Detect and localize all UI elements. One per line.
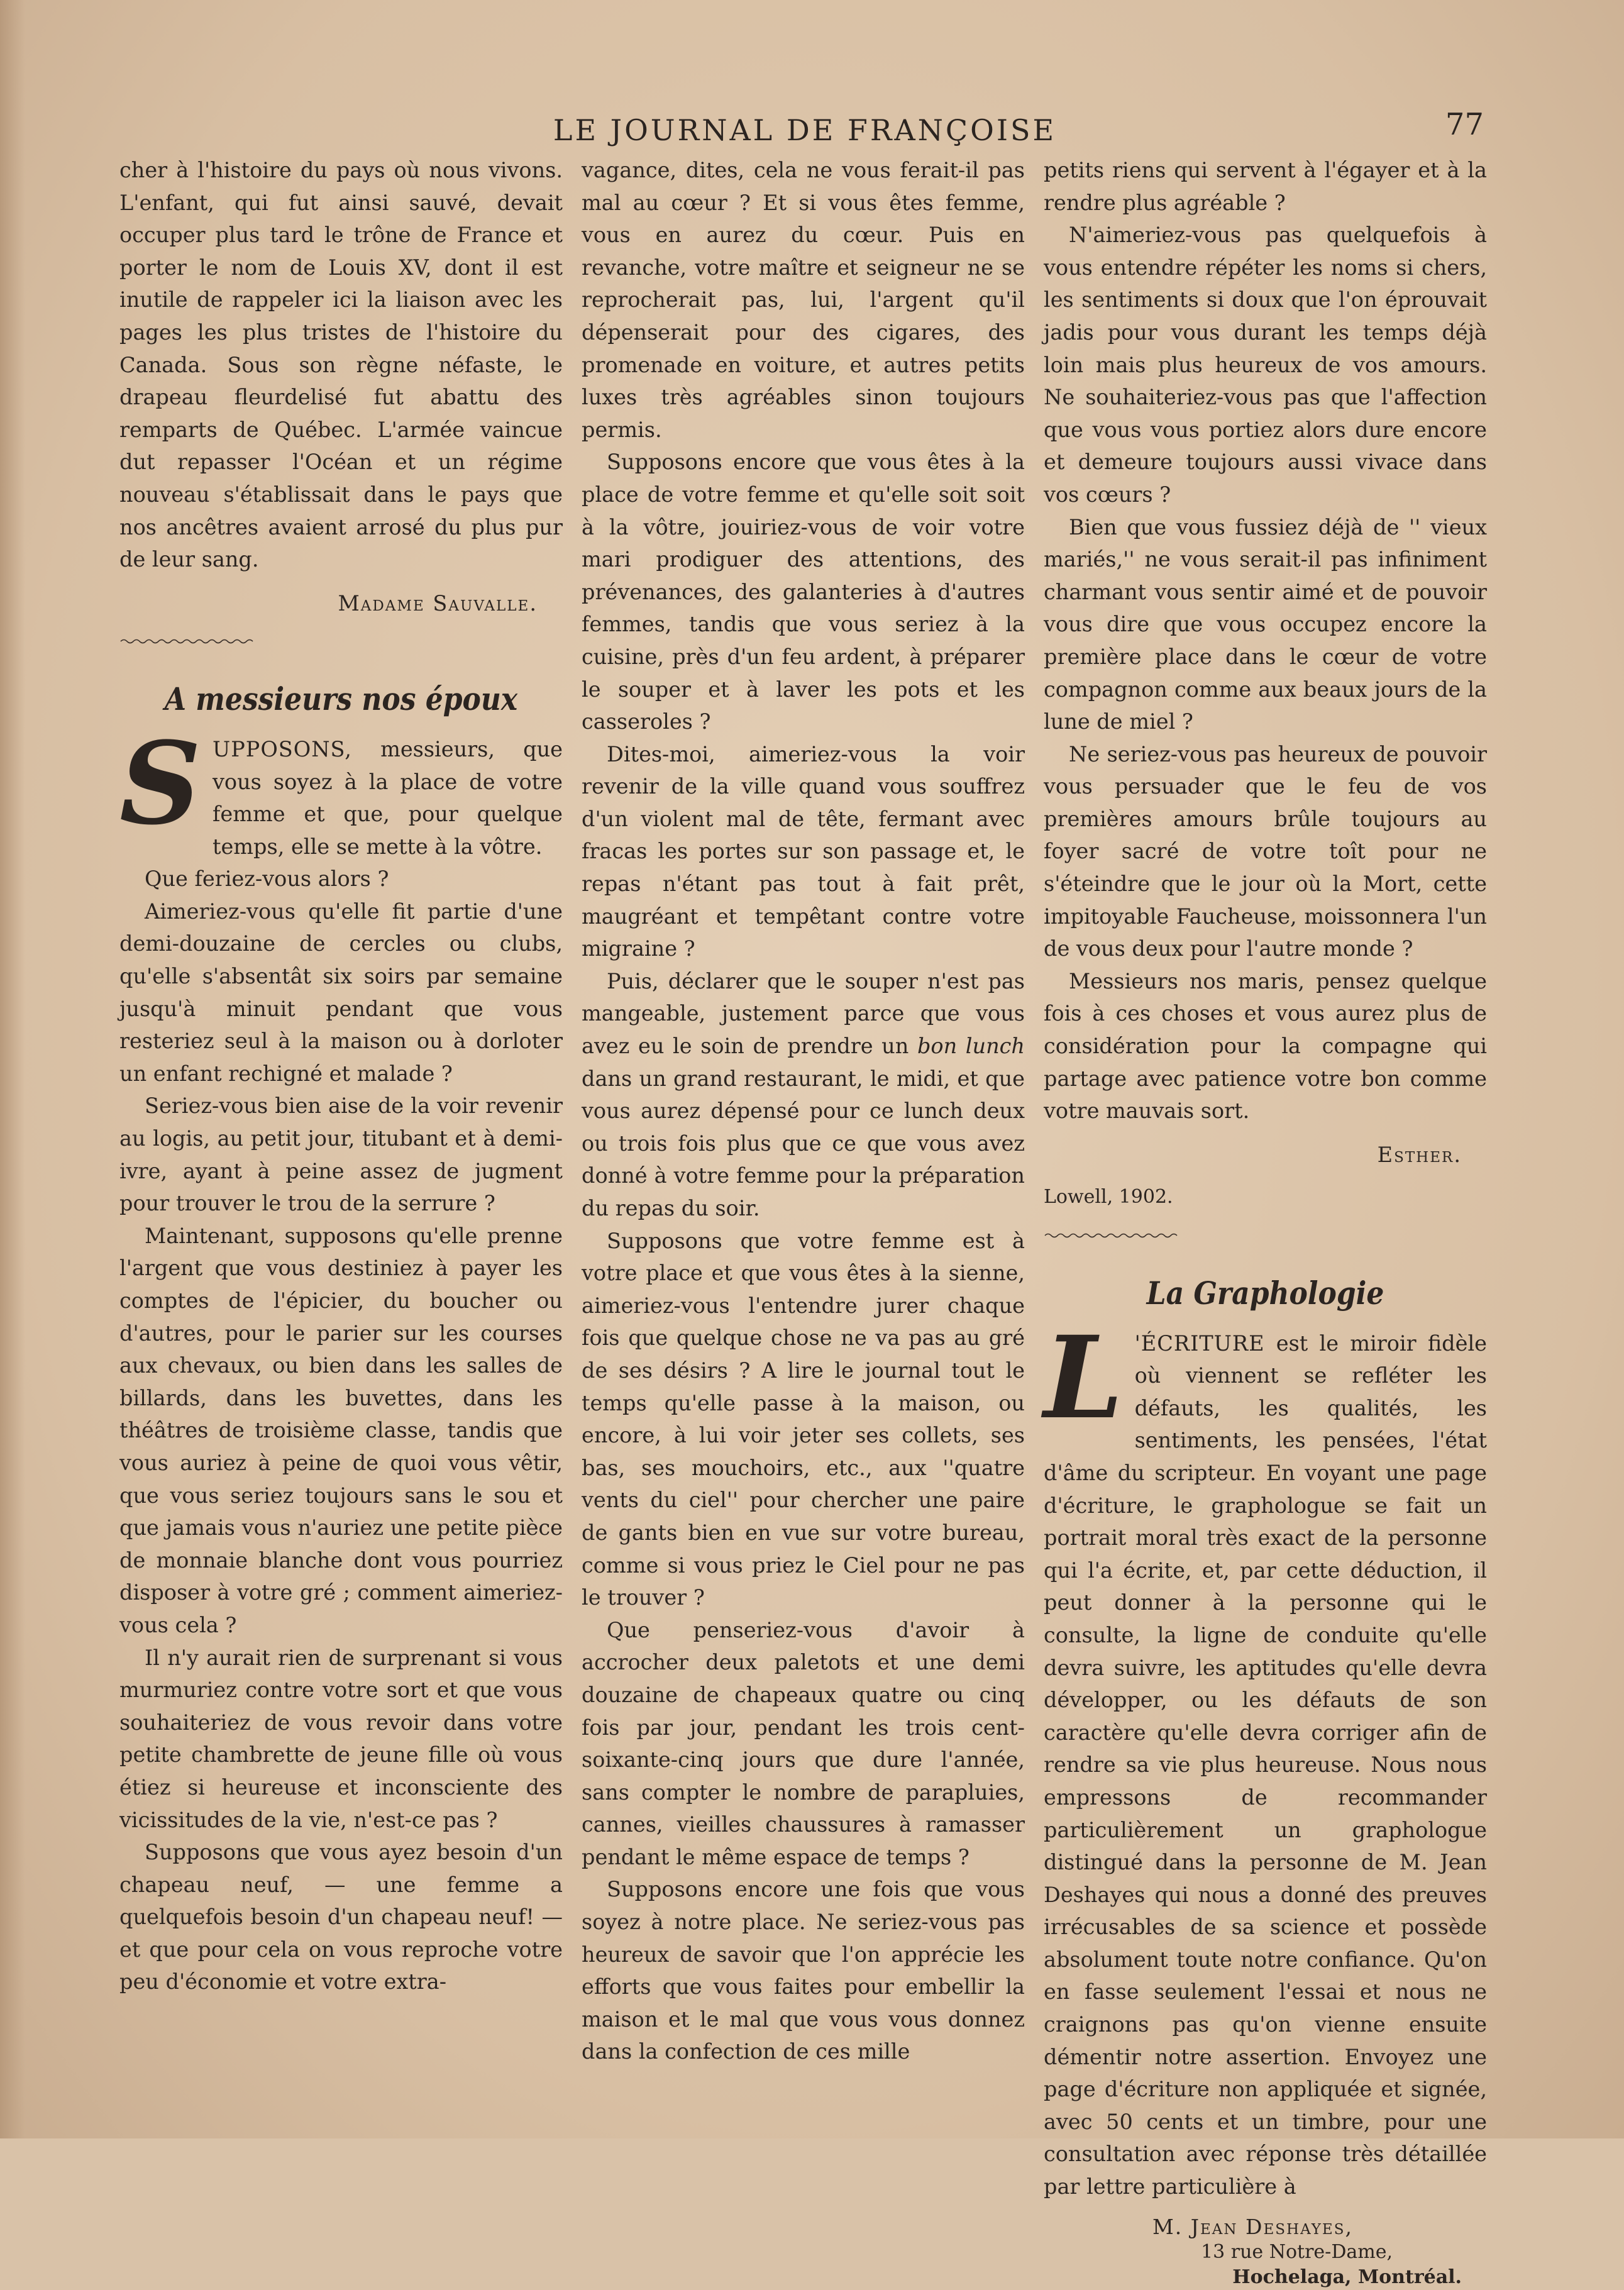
paragraph: Aimeriez-vous qu'elle fit partie d'une demi-douzaine de cercles ou clubs, qu'elle s'absentât six soirs par semaine jusqu'à minuit pendant que vous resteriez seul à la maison ou à dorloter un enfant rechigné et malade ? (119, 899, 563, 1086)
paragraph: Dites-moi, aimeriez-vous la voir revenir de la ville quand vous souffrez d'un violent mal de tête, fermant avec fracas les portes sur son passage et, le repas n'étant pas tout à fait prêt, maugréant et tempêtant contre votre migraine ? (582, 741, 1025, 961)
paragraph-text: dans un grand restaurant, le midi, et que vous aurez dépensé pour ce lunch deux ou trois fois plus que ce que vous avez donné à votre femme pour la préparation du repas du soir. (582, 1066, 1025, 1220)
drop-cap: L (1044, 1311, 1124, 1444)
paragraph: Maintenant, supposons qu'elle prenne l'argent que vous destiniez à payer les comptes de l'épicier, du boucher ou d'autres, pour le parier sur les courses aux chevaux, ou bien dans les salles de billards, dans les buvettes, dans les théâtres de troisième classe, tandis que vous auriez à peine de quoi vous vêtir, que vous seriez toujours sans le sou et que jamais vous n'auriez une petite pièce de monnaie blanche dont vous pourriez disposer à votre gré ; comment aimeriez-vous cela ? (119, 1223, 563, 1637)
first-word: 'ÉCRITURE (1134, 1330, 1265, 1356)
paragraph: petits riens qui servent à l'égayer et à la rendre plus agréable ? (1044, 158, 1487, 215)
paragraph: Messieurs nos maris, pensez quelque fois à ces choses et vous aurez plus de considération pour la compagne qui partage avec patience votre bon comme votre mauvais sort. (1044, 968, 1487, 1124)
paragraph: Supposons que votre femme est à votre place et que vous êtes à la sienne, aimeriez-vous l'entendre jurer chaque fois que quelque chose ne va pas au gré de ses désirs ? A lire le journal tout le temps qu'elle passe à la maison, ou encore, à lui voir jeter ses collets, ses bas, ses mouchoirs, etc., aux ''quatre vents du ciel'' pour chercher une paire de gants bien en vue sur votre bureau, comme si vous priez le Ciel pour ne pas le trouver ? (582, 1228, 1025, 1610)
paragraph: Supposons encore que vous êtes à la place de votre femme et qu'elle soit soit à la vôtre, jouiriez-vous de voir votre mari prodiguer des attentions, des prévenances, des galanteries à d'autres femmes, tandis que vous seriez à la cuisine, près d'un feu ardent, à préparer le souper et à laver les pots et les casseroles ? (582, 450, 1025, 734)
article-headline: A messieurs nos époux (164, 680, 518, 717)
paragraph-text: messieurs, que vous soyez à la place de votre femme et que, pour quelque temps, elle se mette à la vôtre. (213, 736, 563, 859)
running-title: LE JOURNAL DE FRANÇOISE (553, 113, 1057, 147)
column-3 (1044, 154, 1487, 2290)
paragraph-text: est le miroir fidèle où viennent se refléter les défauts, les qualités, les sentiments, les pensées, l'état d'âme du scripteur. En voyant une page d'écriture, le graphologue se fait un portrait moral très exact de la personne qui l'a écrite, et, par cette déduction, il peut donner à la personne qui le consulte, la ligne de conduite qu'elle devra suivre, les aptitudes qu'elle devra développer, ou les défauts de son caractère qu'elle devra corriger afin de rendre sa vie plus heureuse. Nous nous empressons de recommander particulièrement un graphologue distingué dans la personne de M. Jean Deshayes qui nous a donné des preuves irrécusables de sa science et possède absolument toute notre confiance. Qu'on en fasse seulement l'essai et nous ne craignons pas qu'on vienne ensuite démentir notre assertion. Envoyez une page d'écriture non appliquée et signée, avec 50 cents et un timbre, pour une consultation avec réponse très détaillée par lettre particulière à (1044, 1330, 1487, 2199)
paragraph: Seriez-vous bien aise de la voir revenir au logis, au petit jour, titubant et à demi-ivre, ayant à peine assez de jugment pour trouver le trou de la serrure ? (119, 1093, 563, 1216)
paragraph-text: Puis, déclarer que le souper n'est pas mangeable, justement parce que vous avez eu le soin de prendre un (582, 968, 1025, 1059)
column-2 (582, 154, 1025, 2068)
paragraph: cher à l'histoire du pays où nous vivons. L'enfant, qui fut ainsi sauvé, devait occuper plus tard le trône de France et porter le nom de Louis XV, dont il est inutile de rappeler ici la liaison avec les pages les plus tristes de l'histoire du Canada. Sous son règne néfaste, le drapeau fleurdelisé fut abattu des remparts de Québec. L'armée vaincue dut repasser l'Océan et un régime nouveau s'établissait dans le pays que nos ancêtres avaient arrosé du plus pur de leur sang. (119, 158, 563, 572)
address-block (1044, 2215, 1462, 2290)
paragraph: Bien que vous fussiez déjà de '' vieux mariés,'' ne vous serait-il pas infiniment charmant vous sentir aimé et de pouvoir vous dire que vous occupez encore la première place dans le cœur de votre compagnon comme aux beaux jours de la lune de miel ? (1044, 514, 1487, 734)
paragraph (582, 965, 1025, 1225)
first-word: UPPOSONS, (213, 736, 352, 761)
ornamental-divider (1044, 1231, 1182, 1240)
address-name: M. Jean Deshayes, (1152, 2214, 1353, 2239)
article-headline: La Graphologie (1146, 1274, 1384, 1312)
paragraph (1044, 1311, 1487, 2203)
paragraph: Il n'y aurait rien de surprenant si vous murmuriez contre votre sort et que vous souhaiteriez de vous revoir dans votre petite chambrette de jeune fille où vous étiez si heureuse et inconsciente des vicissitudes de la vie, n'est-ce pas ? (119, 1645, 563, 1832)
paragraph (119, 717, 563, 863)
paragraph: vagance, dites, cela ne vous ferait-il pas mal au cœur ? Et si vous êtes femme, vous en aurez du cœur. Puis en revanche, votre maître et seigneur ne se reprocherait pas, lui, l'argent qu'il dépenserait pour des cigares, des promenade en voiture, et autres petits luxes très agréables sinon toujours permis. (582, 158, 1025, 442)
page-spine-shadow (0, 0, 25, 2138)
paragraph: N'aimeriez-vous pas quelquefois à vous entendre répéter les noms si chers, les sentiments si doux que l'on éprouvait jadis pour vous durant les temps déjà loin mais plus heureux de vos amours. Ne souhaiteriez-vous pas que l'affection que vous vous portiez alors dure encore et demeure toujours aussi vivace dans vos cœurs ? (1044, 223, 1487, 507)
article-signature: Esther. (1377, 1142, 1462, 1167)
paragraph: Supposons encore une fois que vous soyez à notre place. Ne seriez-vous pas heureux de savoir que l'on apprécie les efforts que vous faites pour embellir la maison et le mal que vous vous donnez dans la confection de ces mille (582, 1877, 1025, 2064)
paragraph: Que feriez-vous alors ? (145, 866, 389, 892)
paragraph: Que penseriez-vous d'avoir à accrocher deux paletots et une demi douzaine de chapeaux quatre ou cinq fois par jour, pendant les trois cent-soixante-cinq jours que dure l'année, sans compter le nombre de parapluies, cannes, vieilles chaussures à ramasser pendant le même espace de temps ? (582, 1617, 1025, 1869)
drop-cap: S (119, 717, 201, 850)
italic-phrase: bon lunch (917, 1034, 1025, 1059)
paragraph: Ne seriez-vous pas heureux de pouvoir vous persuader que le feu de vos premières amours brûle toujours au foyer sacré de votre toît pour ne s'éteindre que le jour où la Mort, cette impitoyable Faucheuse, moissonnera l'un de vous deux pour l'autre monde ? (1044, 741, 1487, 961)
address-line: Hochelaga, Montréal. (1232, 2265, 1462, 2288)
page-number: 77 (1445, 107, 1484, 142)
ornamental-divider (119, 637, 258, 646)
address-line: 13 rue Notre-Dame, (1201, 2240, 1393, 2263)
column-1 (119, 154, 563, 1998)
place-date: Lowell, 1902. (1044, 1186, 1173, 1209)
page-header (113, 107, 1496, 157)
article-signature: Madame Sauvalle. (338, 590, 538, 616)
paragraph: Supposons que vous ayez besoin d'un chapeau neuf, — une femme a quelquefois besoin d'un chapeau neuf! —et que pour cela on vous reproche votre peu d'économie et votre extra- (119, 1840, 563, 1994)
